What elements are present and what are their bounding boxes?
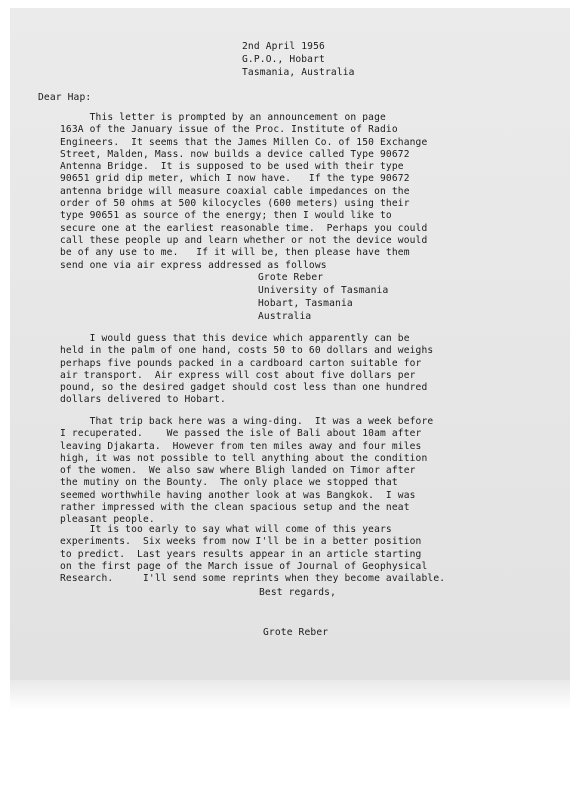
paragraph-line: That trip back here was a wing-ding. It was a week before	[60, 416, 434, 427]
paragraph-line: seemed worthwhile having another look at was Bangkok. I was	[60, 489, 416, 501]
sender-address-line-2: Tasmania, Australia	[242, 67, 355, 78]
closing: Best regards,	[259, 587, 337, 598]
paragraph-line: of the women. We also saw where Bligh landed on Timor after	[60, 465, 416, 477]
paragraph-line: antenna bridge will measure coaxial cable impedances on the	[60, 185, 410, 197]
paragraph-line: This letter is prompted by an announcement on page	[60, 112, 386, 123]
paragraph-line: secure one at the earliest reasonable time. Perhaps you could	[60, 222, 428, 234]
page-shadow	[10, 680, 570, 710]
paragraph-line: on the first page of the March issue of Journal of Geophysical	[60, 560, 428, 572]
paragraph-line: 90651 grid dip meter, which I now have. If the type 90672	[60, 173, 410, 185]
signature-name: Grote Reber	[263, 627, 329, 638]
paragraph-2	[60, 333, 433, 407]
paragraph-line: experiments. Six weeks from now I'll be in a better position	[60, 536, 422, 548]
salutation: Dear Hap:	[38, 92, 92, 103]
paragraph-line: send one via air express addressed as follows	[60, 259, 327, 271]
paragraph-line: be of any use to me. If it will be, then please have them	[60, 247, 410, 259]
paragraph-1	[60, 112, 427, 272]
paragraph-3	[60, 416, 433, 527]
paragraph-line: the mutiny on the Bounty. The only place we stopped that	[60, 477, 398, 489]
paragraph-line: rather impressed with the clean spacious setup and the neat	[60, 502, 410, 514]
paragraph-line: pleasant people.	[60, 514, 155, 526]
shipping-address-line-1: Grote Reber	[258, 272, 324, 283]
paragraph-line: 163A of the January issue of the Proc. Institute of Radio	[60, 124, 398, 136]
paragraph-line: order of 50 ohms at 500 kilocycles (600 meters) using their	[60, 198, 410, 210]
shipping-address-line-4: Australia	[258, 311, 312, 322]
paragraph-line: pound, so the desired gadget should cost less than one hundred	[60, 382, 428, 394]
paragraph-line: to predict. Last years results appear in an article starting	[60, 548, 422, 560]
paragraph-line: Antenna Bridge. It is supposed to be used with their type	[60, 161, 404, 173]
paragraph-line: Street, Malden, Mass. now builds a device called Type 90672	[60, 148, 410, 160]
paragraph-4	[60, 524, 445, 585]
paragraph-line: I recuperated. We passed the isle of Bali about 10am after	[60, 428, 422, 440]
paragraph-line: held in the palm of one hand, costs 50 to 60 dollars and weighs	[60, 345, 434, 357]
paragraph-line: high, it was not possible to tell anything about the condition	[60, 452, 428, 464]
paragraph-line: Engineers. It seems that the James Millen Co. of 150 Exchange	[60, 136, 428, 148]
letter-date: 2nd April 1956	[242, 41, 325, 52]
shipping-address-line-2: University of Tasmania	[258, 285, 389, 296]
paragraph-line: call these people up and learn whether or not the device would	[60, 234, 428, 246]
paragraph-line: It is too early to say what will come of this years	[60, 524, 392, 535]
paragraph-line: type 90651 as source of the energy; then I would like to	[60, 210, 392, 222]
paragraph-line: I would guess that this device which apparently can be	[60, 333, 410, 344]
paragraph-line: leaving Djakarta. However from ten miles away and four miles	[60, 440, 422, 452]
paragraph-line: air transport. Air express will cost about five dollars per	[60, 369, 416, 381]
paragraph-line: dollars delivered to Hobart.	[60, 394, 226, 406]
sender-address-line-1: G.P.O., Hobart	[242, 54, 325, 65]
paragraph-line: perhaps five pounds packed in a cardboard carton suitable for	[60, 357, 422, 369]
shipping-address-line-3: Hobart, Tasmania	[258, 298, 353, 309]
paragraph-line: Research. I'll send some reprints when they become available.	[60, 573, 446, 585]
